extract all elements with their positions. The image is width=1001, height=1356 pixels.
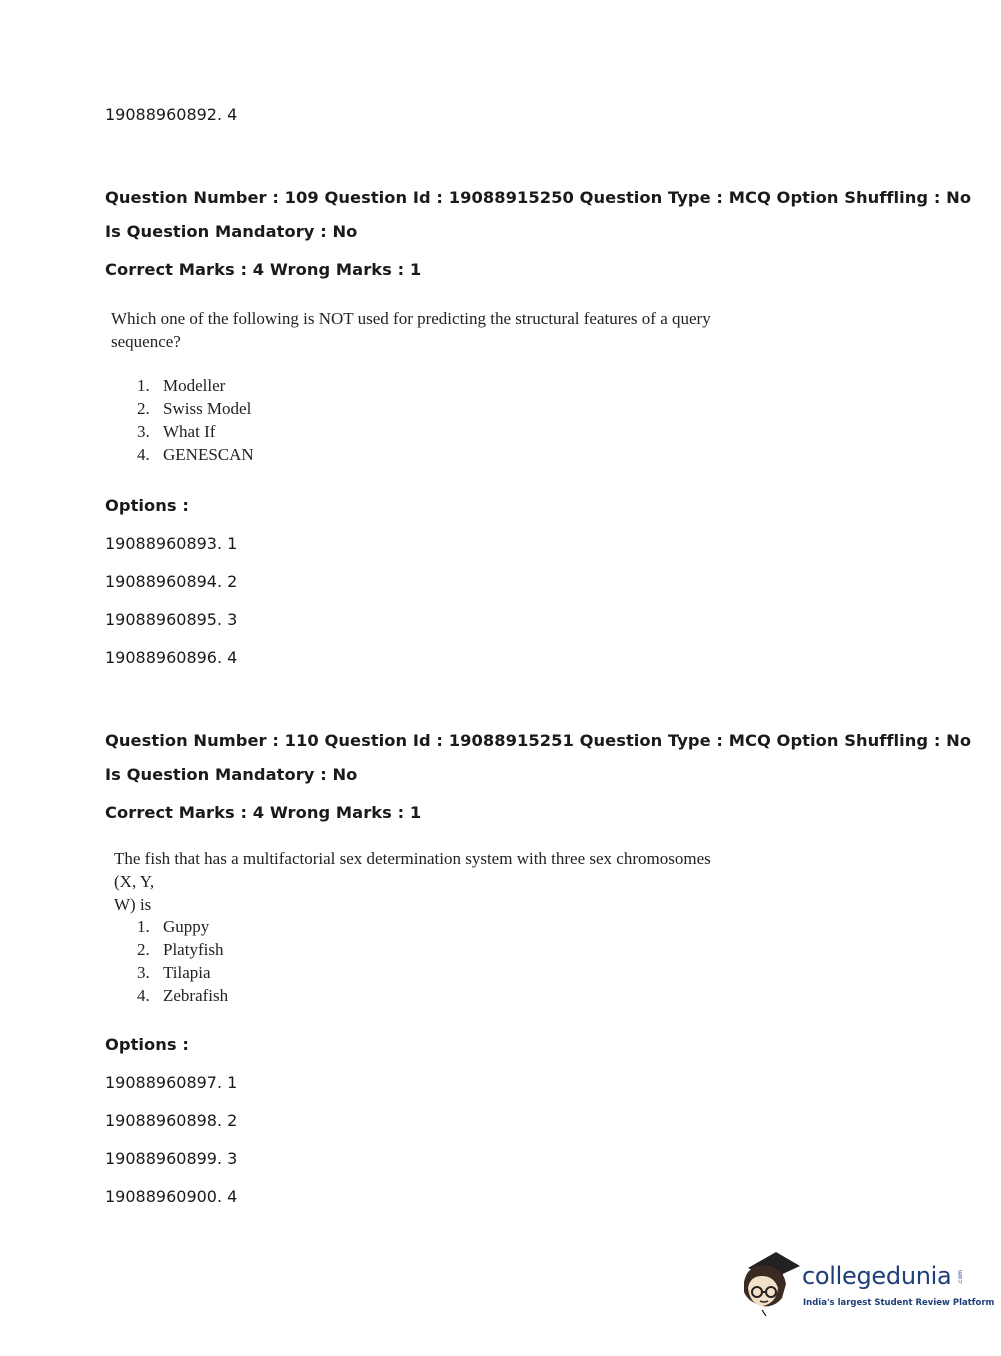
question-header: Question Number : 110 Question Id : 19088915251 Question Type : MCQ Option Shuffling : No [105, 731, 972, 750]
logo-name: collegedunia [802, 1262, 952, 1290]
choice-label: Zebrafish [163, 986, 229, 1005]
question-text-line: The fish that has a multifactorial sex determination system with three sex chromosomes (X, Y, [114, 849, 711, 891]
logo-tagline: India's largest Student Review Platform [803, 1298, 995, 1308]
choice-label: GENESCAN [163, 445, 254, 464]
logo-suffix: .com [957, 1270, 964, 1285]
marks-line: Correct Marks : 4 Wrong Marks : 1 [105, 260, 422, 279]
mandatory-line: Is Question Mandatory : No [105, 765, 358, 784]
choice-item [137, 961, 228, 984]
choice-number: 1. [137, 376, 150, 395]
choice-number: 2. [137, 940, 150, 959]
option-line: 19088960900. 4 [105, 1187, 238, 1206]
choice-item [137, 420, 254, 443]
choice-item [137, 938, 228, 961]
choice-label: Guppy [163, 917, 210, 936]
question-text [111, 307, 731, 353]
collegedunia-logo [740, 1248, 995, 1318]
choice-label: Swiss Model [163, 399, 252, 418]
option-line: 19088960897. 1 [105, 1073, 238, 1092]
choice-number: 4. [137, 986, 150, 1005]
choice-number: 4. [137, 445, 150, 464]
marks-line: Correct Marks : 4 Wrong Marks : 1 [105, 803, 422, 822]
choice-number: 2. [137, 399, 150, 418]
choice-item [137, 443, 254, 466]
mascot-graduate-icon [740, 1248, 802, 1318]
choice-item [137, 397, 254, 420]
option-line: 19088960899. 3 [105, 1149, 238, 1168]
question-header: Question Number : 109 Question Id : 19088915250 Question Type : MCQ Option Shuffling : No [105, 188, 972, 207]
question-text-line: sequence? [111, 332, 181, 351]
option-line: 19088960895. 3 [105, 610, 238, 629]
option-line: 19088960893. 1 [105, 534, 238, 553]
choice-list [137, 374, 254, 466]
mandatory-line: Is Question Mandatory : No [105, 222, 358, 241]
choice-item [137, 984, 228, 1007]
choice-label: Tilapia [163, 963, 211, 982]
option-line: 19088960896. 4 [105, 648, 238, 667]
choice-label: What If [163, 422, 216, 441]
choice-item [137, 915, 228, 938]
options-label: Options : [105, 1035, 189, 1054]
choice-number: 1. [137, 917, 150, 936]
choice-number: 3. [137, 422, 150, 441]
choice-item [137, 374, 254, 397]
choice-list [137, 915, 228, 1007]
option-line: 19088960894. 2 [105, 572, 238, 591]
previous-option-line: 19088960892. 4 [105, 105, 238, 124]
choice-number: 3. [137, 963, 150, 982]
question-text-line: W) is [114, 895, 152, 914]
option-line: 19088960898. 2 [105, 1111, 238, 1130]
question-text-line: Which one of the following is NOT used for predicting the structural features of a query [111, 309, 711, 328]
choice-label: Platyfish [163, 940, 224, 959]
options-label: Options : [105, 496, 189, 515]
choice-label: Modeller [163, 376, 226, 395]
question-text [114, 847, 734, 916]
